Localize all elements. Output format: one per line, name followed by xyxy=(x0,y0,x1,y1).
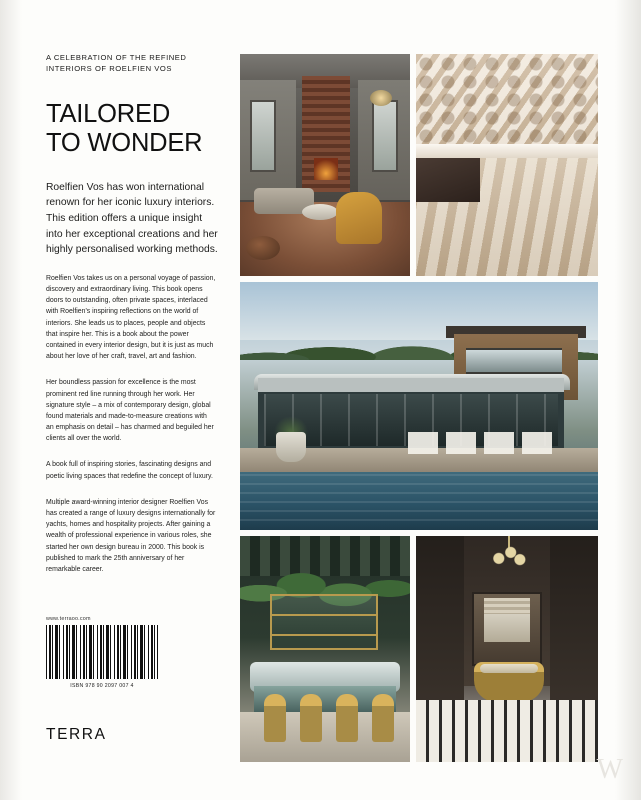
bar-stool xyxy=(372,694,394,742)
bar-stool xyxy=(336,694,358,742)
coffee-table xyxy=(302,204,338,220)
publisher-logo: TERRA xyxy=(46,726,107,743)
title-line-1: TAILORED xyxy=(46,100,171,128)
pendant-lamp xyxy=(370,90,392,106)
dark-corner-shadow xyxy=(416,158,480,202)
isbn-text: ISBN 978 90 2097 007 4 xyxy=(70,683,134,689)
house-windows xyxy=(466,348,562,374)
pouf xyxy=(246,236,280,260)
shelf-line-1 xyxy=(270,614,378,616)
photo-grid xyxy=(240,54,598,754)
watermark: W xyxy=(596,754,621,785)
body-paragraph-2: Her boundless passion for excellence is the most prominent red line running through her work. Her signature style – a mix of contemporary design, global found materials and made-to-measure creations with an emphasis on detail – has charmed and beguiled her clients all over the world. xyxy=(46,379,214,443)
window-right xyxy=(372,100,398,172)
fireplace xyxy=(314,158,338,180)
body-paragraph-4: Multiple award-winning interior designer Roelfien Vos has created a range of luxury designs internationally for yachts, homes and hospitality projects. After gaining a wealth of professional experience in various roles, she started her own design bureau in 2000. This book is published to mark the 25th anniversary of her remarkable career. xyxy=(46,498,216,573)
brass-shelving xyxy=(270,594,378,650)
text-column xyxy=(46,46,228,743)
body-paragraph-1: Roelfien Vos takes us on a personal voyage of passion, discovery and extraordinary living. This book opens doors to outstanding, often private spaces, interlaced with Roelfien's inspiring reflections on the world of interiors. She leads us to places, people and objects that inspire her. This is a book about the power contained in every interior design, but it is just as much about her love of her craft, travel, art and fashion. xyxy=(46,274,216,361)
page-edge-left xyxy=(0,0,22,800)
title-line-2: TO WONDER xyxy=(46,128,203,157)
page-edge-right xyxy=(615,0,641,800)
bar-stool xyxy=(300,694,322,742)
website-url: www.terraoo.com xyxy=(46,616,91,622)
stone-scale-pattern xyxy=(416,54,598,146)
cover-content xyxy=(46,46,598,758)
bar-stool xyxy=(264,694,286,742)
lead-paragraph: Roelfien Vos has won international renown for her iconic luxury interiors. This edition offers a unique insight into her exceptional creations and her highly personalised working methods. xyxy=(46,181,218,256)
page-title xyxy=(46,100,228,158)
bathroom-photo xyxy=(416,536,598,762)
wall-panel-left xyxy=(416,536,464,712)
pool-house-photo xyxy=(240,282,598,530)
body-paragraph-3: A book full of inspiring stories, fascinating designs and poetic living spaces that redefine the concept of luxury. xyxy=(46,461,213,480)
wall-panel-right xyxy=(550,536,598,712)
window-blind xyxy=(484,598,530,614)
eyebrow-text: A CELEBRATION OF THE REFINED INTERIORS OF ROELFIEN VOS xyxy=(46,53,187,73)
chandelier xyxy=(492,544,526,568)
geometric-tiled-floor xyxy=(416,700,598,762)
planter-pot xyxy=(276,432,306,462)
barcode-icon xyxy=(46,625,158,679)
sun-loungers xyxy=(408,432,558,454)
tub-water xyxy=(480,664,538,673)
window-left xyxy=(250,100,276,172)
shelf-line-2 xyxy=(270,634,378,636)
living-room-photo xyxy=(240,54,410,276)
onyx-stone-detail-photo xyxy=(416,54,598,276)
barcode-block xyxy=(46,616,166,689)
conservatory-bar-photo xyxy=(240,536,410,762)
gold-armchair xyxy=(336,192,382,244)
water-ripples xyxy=(240,474,598,528)
